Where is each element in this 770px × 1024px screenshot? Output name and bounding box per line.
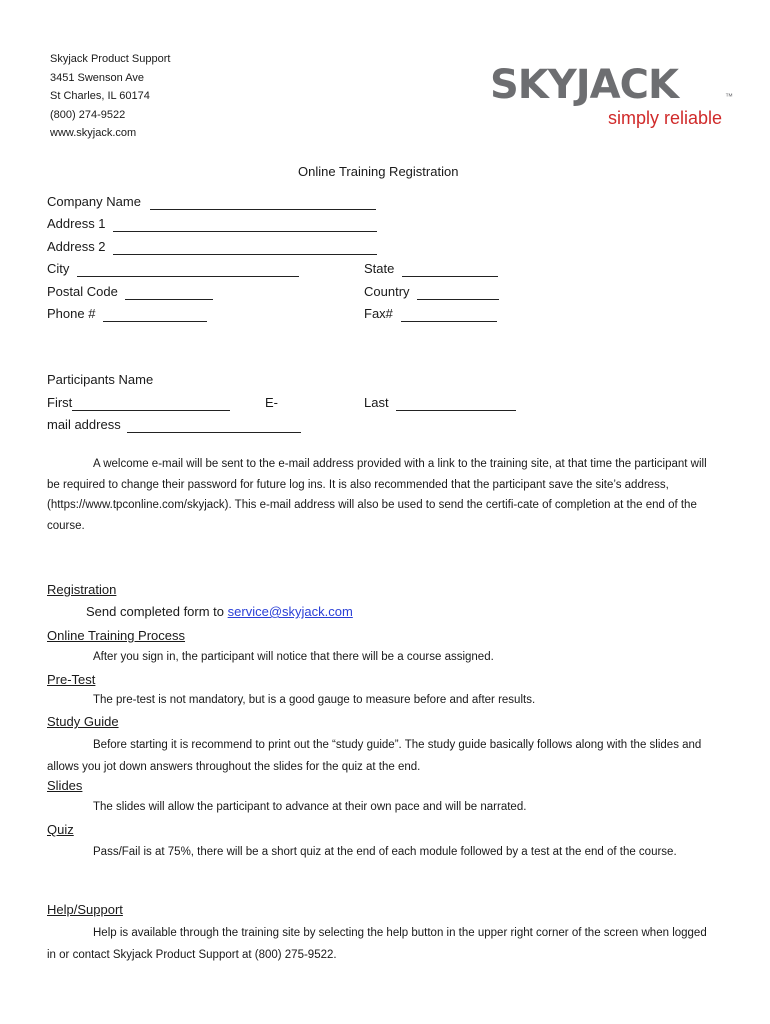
address-line: 3451 Swenson Ave: [50, 71, 144, 84]
phone-field[interactable]: [103, 306, 207, 322]
city-field[interactable]: [77, 261, 299, 277]
country-field[interactable]: [417, 284, 499, 300]
online-training-heading: Online Training Process: [47, 628, 186, 643]
intro-paragraph: A welcome e-mail will be sent to the e-mail address provided with a link to the training site, at that time the participant will be required to change their password for future log ins. It is also recommended that the participant save the site’s address, (https://www.tpconline.com/skyjack). This e-mail address will also be used to send the certifi-cate of completion at the end of the course.: [47, 458, 707, 532]
participants-heading: Participants Name: [47, 372, 154, 387]
email-row: [47, 417, 301, 433]
email-field[interactable]: [127, 417, 301, 433]
last-name-row: [364, 395, 516, 411]
first-name-field[interactable]: [72, 395, 230, 411]
state-field[interactable]: [402, 261, 498, 277]
fax-field[interactable]: [401, 306, 497, 322]
website-line: www.skyjack.com: [50, 127, 137, 139]
address2-field[interactable]: [113, 239, 377, 255]
help-support-heading: Help/Support: [47, 902, 123, 917]
address-line: Skyjack Product Support: [50, 53, 171, 65]
study-guide-text: Before starting it is recommend to print out the “study guide”. The study guide basically follows along with the slides and allows you jot down answers throughout the slides for the quiz at the end.: [47, 739, 702, 773]
skyjack-logo: [488, 62, 738, 132]
phone-line: (800) 274-9522: [50, 108, 126, 121]
logo-wordmark: SKYJACK: [490, 62, 678, 108]
email-label-prefix: E-: [265, 395, 278, 410]
quiz-heading: Quiz: [47, 822, 74, 837]
fax-label: Fax#: [364, 306, 393, 321]
last-name-field[interactable]: [396, 395, 516, 411]
city-row: [47, 261, 299, 277]
postal-code-row: [47, 284, 213, 300]
help-support-text: Help is available through the training site by selecting the help button in the upper right corner of the screen when logged in or contact Skyjack Product Support at (800) 275-9522.: [47, 927, 707, 961]
first-name-row: [47, 395, 230, 411]
page-title: Online Training Registration: [298, 164, 459, 179]
slides-heading: Slides: [47, 778, 83, 793]
city-label: City: [47, 261, 70, 276]
slides-text: The slides will allow the participant to advance at their own pace and will be narrated.: [93, 801, 527, 813]
country-row: [364, 284, 499, 300]
registration-text: [86, 604, 353, 619]
registration-heading: Registration: [47, 582, 117, 597]
company-name-row: [47, 194, 376, 210]
quiz-text: Pass/Fail is at 75%, there will be a short quiz at the end of each module followed by a test at the end of the course.: [93, 846, 677, 858]
company-name-field[interactable]: [150, 194, 376, 210]
registration-instruction: Send completed form to: [86, 604, 228, 619]
first-name-label: First: [47, 395, 73, 410]
email-label: mail address: [47, 417, 121, 432]
logo-tagline: simply reliable: [608, 108, 723, 128]
address-line: St Charles, IL 60174: [50, 90, 150, 102]
company-name-label: Company Name: [47, 194, 141, 209]
postal-code-field[interactable]: [125, 284, 213, 300]
trademark-symbol: ™: [725, 92, 733, 101]
pretest-heading: Pre-Test: [47, 672, 96, 687]
country-label: Country: [364, 284, 410, 299]
address1-label: Address 1: [47, 216, 106, 231]
last-name-label: Last: [364, 395, 389, 410]
address1-field[interactable]: [113, 216, 377, 232]
address2-row: [47, 239, 377, 255]
fax-row: [364, 306, 497, 322]
online-training-text: After you sign in, the participant will notice that there will be a course assigned.: [93, 651, 494, 663]
state-label: State: [364, 261, 395, 276]
phone-row: [47, 306, 207, 322]
address2-label: Address 2: [47, 239, 106, 254]
pretest-text: The pre-test is not mandatory, but is a good gauge to measure before and after results.: [93, 694, 536, 706]
phone-label: Phone #: [47, 306, 96, 321]
study-guide-heading: Study Guide: [47, 714, 119, 729]
service-email-link[interactable]: service@skyjack.com: [227, 604, 353, 619]
state-row: [364, 261, 498, 277]
company-address-block: [50, 50, 170, 143]
postal-code-label: Postal Code: [47, 284, 118, 299]
address1-row: [47, 216, 377, 232]
